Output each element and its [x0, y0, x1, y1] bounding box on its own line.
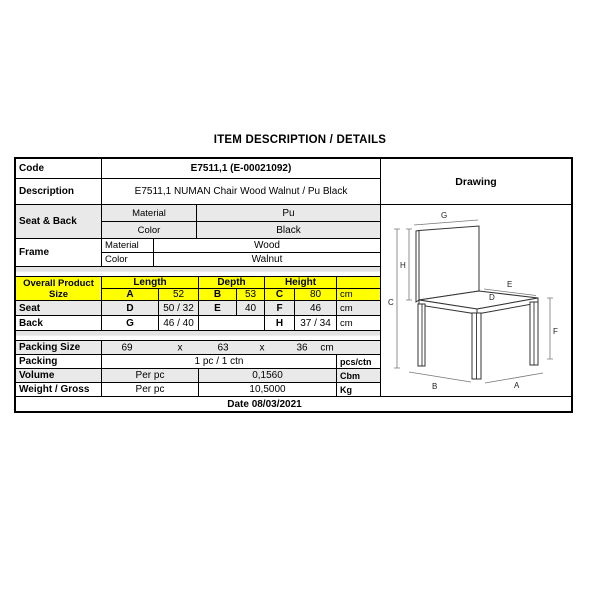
seat-label: Seat [16, 301, 102, 315]
chair-backrest-side [416, 231, 419, 303]
drawing-pane [380, 159, 571, 397]
depth-header: Depth [199, 277, 265, 288]
code-label: Code [16, 159, 102, 178]
size-val-c: 80 [295, 289, 337, 300]
chair-diagram [381, 205, 572, 397]
back-unit: cm [340, 317, 353, 329]
back-label: Back [16, 316, 102, 330]
size-key-row [102, 289, 380, 301]
chair-leg-left [418, 304, 425, 366]
seat-back-label: Seat & Back [16, 205, 102, 239]
weight-row [16, 383, 380, 397]
seat-back-material-label: Material [102, 205, 197, 221]
date-row [16, 397, 571, 411]
packing-label: Packing [16, 355, 102, 368]
overall-size-label-line1: Overall Product [23, 277, 94, 289]
dim-line-c [394, 229, 400, 368]
seat-back-color-label: Color [102, 222, 197, 238]
seat-val-f: 46 [295, 301, 337, 315]
description-row [16, 179, 380, 205]
separator-row-2 [16, 331, 380, 341]
frame-material-label: Material [102, 239, 154, 252]
seat-back-material-row [102, 205, 380, 222]
dim-label-a: A [514, 381, 520, 390]
weight-label: Weight / Gross [16, 383, 102, 396]
seat-row [16, 301, 380, 316]
packing-size-x1: x [177, 342, 183, 353]
back-key-g: G [102, 316, 159, 330]
length-header: Length [102, 277, 199, 288]
size-unit: cm [337, 289, 380, 300]
dim-label-b: B [432, 382, 438, 391]
packing-size-v3: 36 [296, 342, 308, 353]
seat-back-color-row [102, 222, 380, 239]
back-depth-empty [199, 316, 265, 330]
volume-label: Volume [16, 369, 102, 382]
seat-key-e: E [199, 301, 237, 315]
code-row [16, 159, 380, 179]
weight-per: Per pc [102, 383, 199, 396]
packing-size-label: Packing Size [16, 341, 102, 354]
weight-unit: Kg [340, 384, 352, 395]
seat-key-f: F [265, 301, 295, 315]
page-title: ITEM DESCRIPTION / DETAILS [213, 134, 387, 146]
frame-label: Frame [16, 239, 102, 267]
back-val-h: 37 / 34 [295, 316, 337, 330]
dim-line-h [406, 229, 412, 300]
frame-color-value: Walnut [251, 254, 283, 265]
item-details-table [14, 157, 573, 413]
packing-size-x2: x [259, 342, 265, 353]
seat-back-color-value: Black [197, 222, 380, 238]
packing-unit: pcs/ctn [340, 356, 372, 367]
volume-value: 0,1560 [199, 369, 337, 382]
seat-key-d: D [102, 301, 159, 315]
volume-unit: Cbm [337, 369, 380, 382]
packing-size-v1: 69 [121, 342, 133, 353]
volume-row [16, 369, 380, 383]
size-header-unit-cell [337, 277, 380, 288]
frame-material-row [102, 239, 380, 253]
seat-val-e: 40 [237, 301, 265, 315]
dim-line-b [409, 372, 471, 382]
seat-val-d: 50 / 32 [159, 301, 199, 315]
size-key-c: C [265, 289, 295, 300]
packing-size-row [16, 341, 380, 355]
dim-label-f: F [553, 327, 558, 336]
packing-size-values [102, 341, 380, 354]
packing-row [16, 355, 380, 369]
seat-unit: cm [337, 301, 380, 315]
frame-material-value: Wood [254, 240, 280, 251]
drawing-header: Drawing [381, 159, 571, 205]
frame-color-row [102, 253, 380, 267]
size-val-b: 53 [237, 289, 265, 300]
dim-label-e: E [507, 280, 513, 289]
volume-per: Per pc [102, 369, 199, 382]
packing-value: 1 pc / 1 ctn [102, 355, 337, 368]
seat-back-material-value: Pu [197, 205, 380, 221]
packing-size-v2: 63 [217, 342, 229, 353]
description-label: Description [16, 179, 102, 204]
dim-label-c: C [388, 298, 394, 307]
size-header-row [102, 277, 380, 289]
dim-label-h: H [400, 261, 406, 270]
weight-value: 10,5000 [199, 383, 337, 396]
size-key-a: A [102, 289, 159, 300]
size-key-b: B [199, 289, 237, 300]
size-val-a: 52 [159, 289, 199, 300]
separator-row-1 [16, 267, 380, 277]
back-row [16, 316, 380, 331]
date-value: Date 08/03/2021 [227, 398, 302, 410]
back-key-h: H [265, 316, 295, 330]
chair-backrest [419, 226, 479, 300]
dim-label-d: D [489, 293, 495, 302]
description-value: E7511,1 NUMAN Chair Wood Walnut / Pu Black [134, 186, 348, 197]
packing-size-unit: cm [320, 342, 334, 353]
height-header: Height [265, 277, 337, 288]
overall-size-label [16, 277, 102, 301]
dim-line-g [414, 220, 478, 225]
overall-size-label-line2: Size [48, 288, 68, 300]
back-val-g: 46 / 40 [159, 316, 199, 330]
dim-label-g: G [441, 211, 448, 220]
frame-color-label: Color [102, 253, 154, 266]
code-value: E7511,1 (E-00021092) [190, 163, 292, 174]
